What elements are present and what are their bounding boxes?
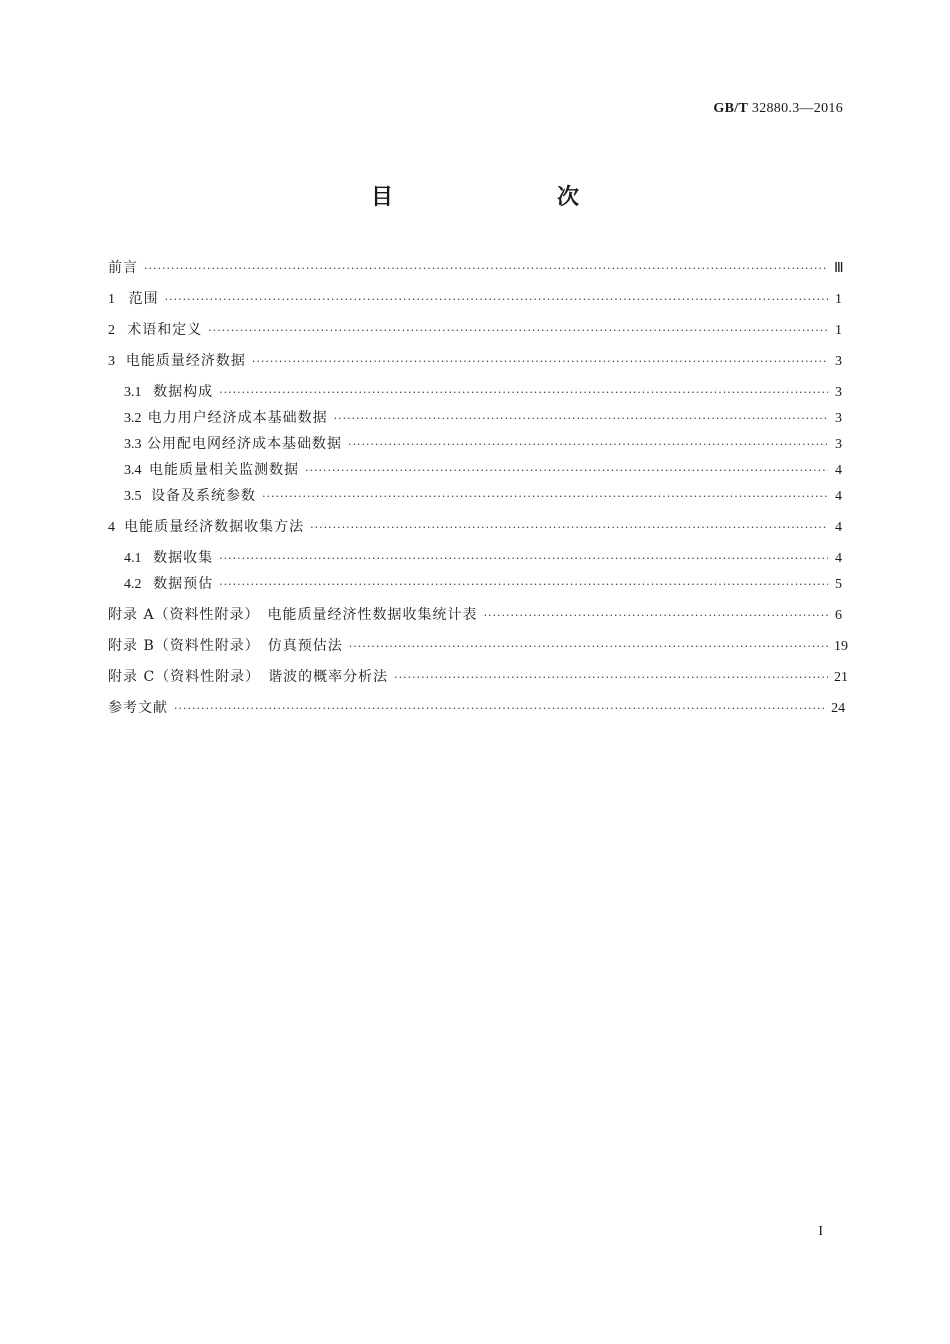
toc-entry-page: 1 xyxy=(835,323,842,338)
page-number: I xyxy=(818,1224,823,1239)
toc-entry-number: 2 xyxy=(108,323,115,338)
toc-entry-label: 附录 A（资料性附录） 电能质量经济性数据收集统计表 xyxy=(108,607,478,623)
toc-entry[interactable] xyxy=(108,408,842,429)
toc-entry[interactable] xyxy=(108,698,846,719)
toc-entry-label: 附录 C（资料性附录） 谐波的概率分析法 xyxy=(108,669,389,685)
toc-entry-label: 设备及系统参数 xyxy=(151,488,257,504)
toc-entry-number: 3.5 xyxy=(124,489,142,504)
toc-entry-page: 3 xyxy=(835,437,842,452)
dot-leader xyxy=(262,487,828,507)
toc-entry[interactable] xyxy=(108,667,848,688)
toc-entry[interactable] xyxy=(108,636,848,657)
toc-entry-label: 数据收集 xyxy=(153,550,214,566)
toc-entry[interactable] xyxy=(108,289,842,310)
dot-leader xyxy=(310,518,828,538)
standard-prefix: GB/T xyxy=(713,101,749,116)
dot-leader xyxy=(349,637,828,657)
toc-entry[interactable] xyxy=(108,517,842,538)
toc-entry[interactable] xyxy=(108,382,842,403)
toc-entry[interactable] xyxy=(108,434,842,455)
dot-leader xyxy=(348,435,828,455)
toc-entry-label: 前言 xyxy=(108,260,138,276)
toc-entry-label: 数据预估 xyxy=(153,576,214,592)
toc-entry-page: 6 xyxy=(835,608,842,623)
toc-entry-page: 4 xyxy=(835,520,842,535)
toc-entry-label: 电能质量经济数据 xyxy=(125,353,246,369)
toc-entry[interactable] xyxy=(108,548,842,569)
toc-entry[interactable] xyxy=(108,574,842,595)
standard-code xyxy=(713,101,843,117)
toc-entry[interactable] xyxy=(108,258,842,279)
table-of-contents xyxy=(108,258,848,719)
toc-entry-number: 4.2 xyxy=(124,577,142,592)
toc-entry-page: 1 xyxy=(835,292,842,307)
toc-entry-page: 24 xyxy=(831,701,846,716)
dot-leader xyxy=(208,321,828,341)
dot-leader xyxy=(394,668,828,688)
dot-leader xyxy=(219,575,828,595)
toc-entry-page: 3 xyxy=(835,411,842,426)
toc-entry-number: 3.4 xyxy=(124,463,142,478)
toc-entry-number: 3 xyxy=(108,354,115,369)
toc-title: 目 次 xyxy=(370,185,619,210)
toc-entry-page: 4 xyxy=(835,489,842,504)
toc-entry[interactable] xyxy=(108,605,842,626)
toc-entry-label: 参考文献 xyxy=(108,700,168,716)
toc-entry-page: Ⅲ xyxy=(834,261,844,276)
toc-entry-label: 数据构成 xyxy=(153,384,214,400)
toc-entry-label: 公用配电网经济成本基础数据 xyxy=(146,436,342,452)
toc-entry-page: 3 xyxy=(835,354,842,369)
toc-entry[interactable] xyxy=(108,460,842,481)
dot-leader xyxy=(484,606,828,626)
toc-entry-number: 3.3 xyxy=(124,437,142,452)
dot-leader xyxy=(174,699,825,719)
toc-entry-label: 术语和定义 xyxy=(127,322,203,338)
toc-entry-number: 4 xyxy=(108,520,115,535)
toc-entry-page: 3 xyxy=(835,385,842,400)
dot-leader xyxy=(219,549,828,569)
toc-entry-label: 范围 xyxy=(128,291,159,307)
dot-leader xyxy=(219,383,828,403)
toc-entry-label: 电能质量经济数据收集方法 xyxy=(124,519,305,535)
dot-leader xyxy=(305,461,828,481)
toc-entry-label: 附录 B（资料性附录） 仿真预估法 xyxy=(108,638,343,654)
toc-entry-label: 电能质量相关监测数据 xyxy=(149,462,300,478)
dot-leader xyxy=(144,259,828,279)
toc-entry-page: 4 xyxy=(835,551,842,566)
toc-entry-page: 21 xyxy=(834,670,848,685)
toc-entry-page: 19 xyxy=(833,639,848,654)
toc-entry[interactable] xyxy=(108,320,842,341)
toc-entry-label: 电力用户经济成本基础数据 xyxy=(147,410,328,426)
dot-leader xyxy=(334,409,828,429)
toc-entry[interactable] xyxy=(108,486,842,507)
toc-entry-number: 3.1 xyxy=(124,385,142,400)
toc-entry-number: 3.2 xyxy=(124,411,142,426)
toc-entry-page: 5 xyxy=(835,577,842,592)
toc-entry-number: 1 xyxy=(108,292,115,307)
dot-leader xyxy=(252,352,828,372)
toc-entry-number: 4.1 xyxy=(124,551,142,566)
toc-entry-page: 4 xyxy=(835,463,842,478)
dot-leader xyxy=(165,290,828,310)
toc-entry[interactable] xyxy=(108,351,842,372)
standard-number: 32880.3—2016 xyxy=(751,101,843,116)
